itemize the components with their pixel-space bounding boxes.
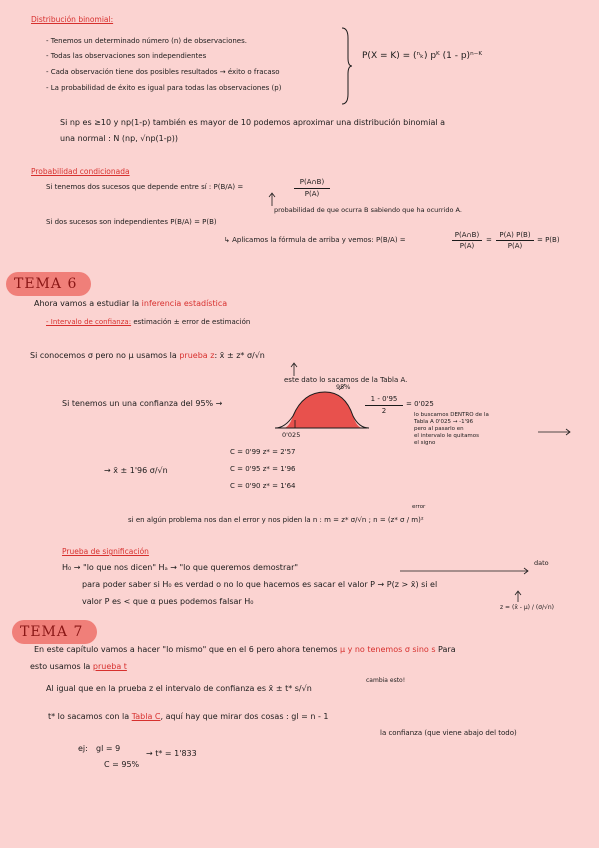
dato-label: dato — [534, 559, 549, 567]
tema7-line5: la confianza (que viene abajo del todo) — [380, 729, 517, 737]
apply-end: = P(B) — [537, 236, 560, 244]
p-value-line2: valor P es < que α pues podemos falsar H₀ — [82, 597, 254, 606]
c-value-row: C = 0'99 z* = 2'57 — [230, 448, 296, 456]
tema7-note: cambia esto! — [366, 677, 406, 684]
calc-result: = 0'025 — [406, 400, 434, 408]
tema6-sigma-line: Si conocemos σ pero no μ usamos la prueba z: x̄ ± z* σ/√n — [30, 351, 265, 360]
table-note: este dato lo sacamos de la Tabla A. — [284, 376, 408, 384]
conditional-title: Probabilidad condicionada — [31, 167, 130, 176]
tema7-line4: t* lo sacamos con la Tabla C, aquí hay que mirar dos cosas : gl = n - 1 — [48, 712, 329, 721]
apply-frac-num: P(A∩B) — [454, 231, 480, 239]
apply-frac-den: P(A) — [459, 242, 475, 250]
calc-num: 1 - 0'95 — [370, 395, 398, 403]
tema7-line3: Al igual que en la prueba z el intervalo de confianza es x̄ ± t* s/√n — [46, 684, 312, 693]
search-note: lo buscamos DENTRO de la — [414, 412, 489, 418]
binomial-item: - La probabilidad de éxito es igual para todas las observaciones (p) — [46, 84, 282, 92]
conditional-line: Si tenemos dos sucesos que depende entre sí : P(B/A) = — [46, 183, 244, 191]
arrow-right-icon — [538, 428, 574, 436]
hypothesis-line: H₀ → "lo que nos dicen" Hₐ → "lo que queremos demostrar" — [62, 563, 299, 572]
result-formula: → x̄ ± 1'96 σ/√n — [104, 466, 168, 475]
example-gl: gl = 9 — [96, 744, 121, 753]
binomial-item: - Cada observación tiene dos posibles resultados → éxito o fracaso — [46, 68, 280, 76]
example-result: → t* = 1'833 — [146, 749, 197, 758]
search-note: el intervalo le quitamos — [414, 433, 480, 439]
z-formula: z = (x̄ - μ) / (σ/√n) — [500, 604, 554, 611]
apply-frac-den: P(A) — [507, 242, 523, 250]
binomial-approx-line: una normal : N (np, √np(1-p)) — [60, 134, 178, 143]
arrow-up-icon — [268, 192, 276, 206]
equals-sign: = — [486, 236, 492, 244]
arrow-right-icon — [400, 566, 532, 576]
section-pill-tema6: TEMA 6 — [6, 272, 91, 296]
fraction-bar — [365, 405, 403, 406]
example-label: ej: — [78, 744, 88, 753]
section-pill-tema7: TEMA 7 — [12, 620, 97, 644]
normal-curve-diagram — [255, 382, 375, 442]
significance-title: Prueba de significación — [62, 547, 149, 556]
conditional-indep: Si dos sucesos son independientes P(B/A) = P(B) — [46, 218, 217, 226]
right-brace-icon — [340, 26, 352, 106]
error-line: si en algún problema nos dan el error y nos piden la n : m = z* σ/√n ; n = (z* σ / m)² — [128, 516, 424, 524]
confidence-line: Si tenemos un una confianza del 95% → — [62, 399, 223, 408]
tema7-line2: esto usamos la prueba t — [30, 662, 127, 671]
binomial-formula: P(X = K) = (ⁿₖ) pᴷ (1 - p)ⁿ⁻ᴷ — [362, 51, 483, 61]
fraction-bar — [496, 240, 534, 241]
c-value-row: C = 0'95 z* = 1'96 — [230, 465, 296, 473]
binomial-approx-line: Si np es ≥10 y np(1-p) también es mayor de 10 podemos aproximar una distribución binomial a — [60, 118, 446, 127]
binomial-item: - Tenemos un determinado número (n) de observaciones. — [46, 37, 247, 45]
error-label: error — [412, 504, 426, 510]
arrow-up-icon — [514, 590, 522, 602]
conditional-apply: ↳ Aplicamos la fórmula de arriba y vemos: P(B/A) = — [224, 236, 406, 244]
example-c: C = 95% — [104, 760, 140, 769]
curve-bottom-label: 0'025 — [282, 431, 301, 439]
apply-frac-num: P(A) P(B) — [499, 231, 531, 239]
conditional-frac-num: P(A∩B) — [299, 178, 325, 186]
fraction-bar — [452, 240, 482, 241]
c-value-row: C = 0'90 z* = 1'64 — [230, 482, 296, 490]
calc-den: 2 — [381, 407, 387, 415]
arrow-up-icon — [290, 362, 298, 376]
tema6-interval: - Intervalo de confianza: estimación ± error de estimación — [46, 318, 251, 326]
binomial-item: - Todas las observaciones son independientes — [46, 52, 207, 60]
p-value-line: para poder saber si H₀ es verdad o no lo que hacemos es sacar el valor P → P(z > x̄) si el — [82, 580, 438, 589]
search-note: el signo — [414, 440, 436, 446]
curve-top-label: 95% — [336, 383, 351, 391]
search-note: pero al pasarlo en — [414, 426, 464, 432]
conditional-frac-den: P(A) — [304, 190, 320, 198]
conditional-note: probabilidad de que ocurra B sabiendo que ha ocurrido A. — [274, 206, 462, 214]
tema6-intro: Ahora vamos a estudiar la inferencia estadística — [34, 299, 228, 308]
search-note: Tabla A 0'025 → -1'96 — [414, 419, 474, 425]
tema7-line1: En este capítulo vamos a hacer "lo mismo" que en el 6 pero ahora tenemos μ y no tenemos σ sino s Para — [34, 645, 456, 654]
binomial-title: Distribución binomial: — [31, 15, 114, 24]
fraction-bar — [294, 188, 330, 189]
